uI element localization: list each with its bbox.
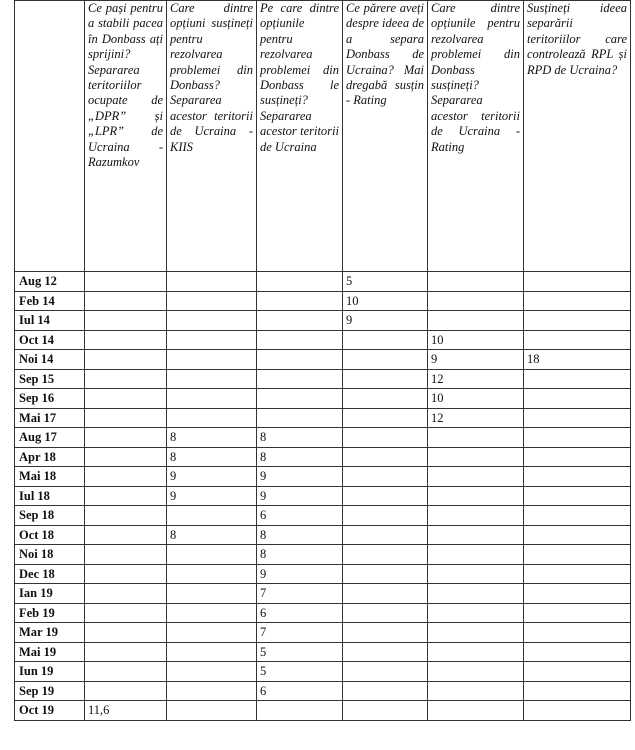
value-cell — [428, 291, 524, 311]
value-cell — [257, 291, 343, 311]
value-cell — [524, 603, 631, 623]
value-cell: 8 — [257, 447, 343, 467]
value-cell — [167, 662, 257, 682]
value-cell: 9 — [257, 486, 343, 506]
value-cell — [85, 662, 167, 682]
value-cell — [524, 642, 631, 662]
value-cell — [85, 272, 167, 292]
value-cell — [428, 272, 524, 292]
value-cell — [343, 603, 428, 623]
value-cell — [167, 330, 257, 350]
header-cell-5: Care dintre opțiunile pentru rezolvarea problemei din Donbass susțineți? Separarea acestor teritorii de Ucraina - Rating — [428, 1, 524, 272]
value-cell: 9 — [428, 350, 524, 370]
value-cell — [343, 545, 428, 565]
value-cell — [524, 272, 631, 292]
table-row — [15, 545, 631, 565]
value-cell — [428, 467, 524, 487]
value-cell — [343, 447, 428, 467]
value-cell — [428, 506, 524, 526]
value-cell — [167, 506, 257, 526]
value-cell — [85, 467, 167, 487]
value-cell: 5 — [343, 272, 428, 292]
value-cell — [85, 428, 167, 448]
row-date-cell: Mar 19 — [15, 623, 85, 643]
value-cell — [428, 564, 524, 584]
value-cell — [428, 311, 524, 331]
value-cell — [167, 603, 257, 623]
header-cell-4: Ce părere aveți despre ideea de a separa Donbass de Ucraina? Mai dregabă susțin - Rating — [343, 1, 428, 272]
table-row — [15, 584, 631, 604]
table-row — [15, 389, 631, 409]
value-cell: 10 — [428, 330, 524, 350]
table-row — [15, 642, 631, 662]
value-cell — [85, 623, 167, 643]
value-cell: 8 — [257, 428, 343, 448]
value-cell — [343, 428, 428, 448]
value-cell — [257, 272, 343, 292]
value-cell — [524, 330, 631, 350]
row-date-cell: Mai 17 — [15, 408, 85, 428]
value-cell — [428, 603, 524, 623]
table-row — [15, 350, 631, 370]
header-cell-1: Ce pași pentru a stabili pacea în Donbass ați sprijini? Separarea teritoriilor ocupate de „DPR” și „LPR” de Ucraina - Razumkov — [85, 1, 167, 272]
value-cell — [428, 584, 524, 604]
table-row — [15, 408, 631, 428]
value-cell — [428, 642, 524, 662]
table-row — [15, 369, 631, 389]
value-cell: 7 — [257, 623, 343, 643]
value-cell: 6 — [257, 506, 343, 526]
value-cell — [428, 447, 524, 467]
table-row — [15, 291, 631, 311]
row-date-cell: Noi 18 — [15, 545, 85, 565]
value-cell — [85, 330, 167, 350]
value-cell: 18 — [524, 350, 631, 370]
value-cell — [343, 486, 428, 506]
value-cell — [524, 506, 631, 526]
value-cell — [257, 389, 343, 409]
value-cell — [343, 330, 428, 350]
row-date-cell: Apr 18 — [15, 447, 85, 467]
value-cell — [524, 311, 631, 331]
row-date-cell: Feb 14 — [15, 291, 85, 311]
value-cell — [167, 389, 257, 409]
value-cell — [85, 486, 167, 506]
value-cell — [85, 545, 167, 565]
value-cell — [524, 291, 631, 311]
value-cell — [524, 662, 631, 682]
value-cell — [343, 584, 428, 604]
value-cell — [428, 681, 524, 701]
value-cell: 8 — [167, 428, 257, 448]
value-cell — [428, 662, 524, 682]
value-cell — [524, 681, 631, 701]
value-cell — [167, 564, 257, 584]
value-cell — [85, 350, 167, 370]
row-date-cell: Iul 14 — [15, 311, 85, 331]
value-cell — [85, 584, 167, 604]
value-cell: 5 — [257, 642, 343, 662]
value-cell — [343, 564, 428, 584]
table-row — [15, 506, 631, 526]
value-cell — [85, 681, 167, 701]
value-cell — [85, 506, 167, 526]
value-cell — [167, 701, 257, 721]
value-cell: 6 — [257, 681, 343, 701]
value-cell: 5 — [257, 662, 343, 682]
value-cell — [428, 428, 524, 448]
table-row — [15, 525, 631, 545]
value-cell — [85, 447, 167, 467]
value-cell — [524, 389, 631, 409]
value-cell — [524, 408, 631, 428]
poll-table — [14, 0, 631, 721]
value-cell — [167, 272, 257, 292]
value-cell: 10 — [343, 291, 428, 311]
value-cell — [85, 369, 167, 389]
value-cell: 8 — [257, 525, 343, 545]
value-cell: 9 — [167, 467, 257, 487]
value-cell — [428, 623, 524, 643]
value-cell — [343, 389, 428, 409]
value-cell — [257, 701, 343, 721]
value-cell — [428, 486, 524, 506]
row-date-cell: Noi 14 — [15, 350, 85, 370]
table-row — [15, 330, 631, 350]
row-date-cell: Ian 19 — [15, 584, 85, 604]
table-row — [15, 486, 631, 506]
table-row — [15, 603, 631, 623]
value-cell — [257, 350, 343, 370]
header-cell-2: Care dintre opțiuni susțineți pentru rezolvarea problemei din Donbass? Separarea acestor teritorii de Ucraina - KIIS — [167, 1, 257, 272]
value-cell — [85, 408, 167, 428]
value-cell — [85, 291, 167, 311]
value-cell — [428, 701, 524, 721]
value-cell — [167, 311, 257, 331]
table-row — [15, 311, 631, 331]
value-cell — [524, 525, 631, 545]
value-cell: 6 — [257, 603, 343, 623]
value-cell — [85, 564, 167, 584]
value-cell: 8 — [257, 545, 343, 565]
value-cell — [85, 311, 167, 331]
value-cell: 12 — [428, 369, 524, 389]
row-date-cell: Feb 19 — [15, 603, 85, 623]
table-header — [15, 1, 631, 272]
value-cell: 9 — [257, 467, 343, 487]
value-cell — [428, 525, 524, 545]
value-cell: 11,6 — [85, 701, 167, 721]
table-row — [15, 701, 631, 721]
value-cell — [257, 330, 343, 350]
header-cell-3: Pe care dintre opțiunile pentru rezolvarea problemei din Donbass le susțineți? Separarea acestor teritorii de Ucraina — [257, 1, 343, 272]
table-row — [15, 428, 631, 448]
value-cell — [85, 525, 167, 545]
table-row — [15, 623, 631, 643]
value-cell — [167, 545, 257, 565]
value-cell — [524, 584, 631, 604]
value-cell — [167, 623, 257, 643]
value-cell: 8 — [167, 447, 257, 467]
value-cell: 7 — [257, 584, 343, 604]
row-date-cell: Sep 16 — [15, 389, 85, 409]
value-cell — [524, 701, 631, 721]
row-date-cell: Sep 18 — [15, 506, 85, 526]
value-cell: 12 — [428, 408, 524, 428]
value-cell: 9 — [257, 564, 343, 584]
value-cell — [524, 369, 631, 389]
value-cell — [257, 408, 343, 428]
value-cell — [524, 623, 631, 643]
header-cell-6: Susțineți ideea separării teritoriilor care controlează RPL și RPD de Ucraina? — [524, 1, 631, 272]
value-cell — [343, 369, 428, 389]
table-row — [15, 272, 631, 292]
value-cell — [167, 642, 257, 662]
row-date-cell: Oct 19 — [15, 701, 85, 721]
value-cell — [343, 506, 428, 526]
value-cell: 9 — [167, 486, 257, 506]
value-cell — [257, 311, 343, 331]
table-row — [15, 662, 631, 682]
row-date-cell: Iun 19 — [15, 662, 85, 682]
value-cell — [428, 545, 524, 565]
value-cell — [343, 662, 428, 682]
value-cell — [343, 681, 428, 701]
value-cell — [343, 408, 428, 428]
row-date-cell: Sep 19 — [15, 681, 85, 701]
value-cell — [343, 467, 428, 487]
value-cell — [167, 584, 257, 604]
row-date-cell: Dec 18 — [15, 564, 85, 584]
value-cell — [343, 701, 428, 721]
table-row — [15, 681, 631, 701]
value-cell — [167, 350, 257, 370]
row-date-cell: Oct 18 — [15, 525, 85, 545]
value-cell — [85, 603, 167, 623]
row-date-cell: Mai 18 — [15, 467, 85, 487]
value-cell — [343, 642, 428, 662]
table-body — [15, 272, 631, 721]
header-row — [15, 1, 631, 272]
value-cell — [85, 389, 167, 409]
value-cell — [524, 564, 631, 584]
value-cell — [167, 681, 257, 701]
value-cell — [524, 545, 631, 565]
table-row — [15, 467, 631, 487]
value-cell — [343, 525, 428, 545]
value-cell — [167, 369, 257, 389]
row-date-cell: Sep 15 — [15, 369, 85, 389]
value-cell — [524, 447, 631, 467]
value-cell — [524, 486, 631, 506]
value-cell: 10 — [428, 389, 524, 409]
table-row — [15, 447, 631, 467]
value-cell — [85, 642, 167, 662]
value-cell — [524, 428, 631, 448]
row-date-cell: Oct 14 — [15, 330, 85, 350]
value-cell — [167, 408, 257, 428]
value-cell — [343, 623, 428, 643]
document-page — [14, 0, 630, 721]
row-date-cell: Aug 17 — [15, 428, 85, 448]
value-cell: 8 — [167, 525, 257, 545]
value-cell — [343, 350, 428, 370]
value-cell — [524, 467, 631, 487]
table-row — [15, 564, 631, 584]
value-cell: 9 — [343, 311, 428, 331]
value-cell — [167, 291, 257, 311]
row-date-cell: Iul 18 — [15, 486, 85, 506]
row-date-cell: Aug 12 — [15, 272, 85, 292]
header-cell-corner — [15, 1, 85, 272]
row-date-cell: Mai 19 — [15, 642, 85, 662]
value-cell — [257, 369, 343, 389]
